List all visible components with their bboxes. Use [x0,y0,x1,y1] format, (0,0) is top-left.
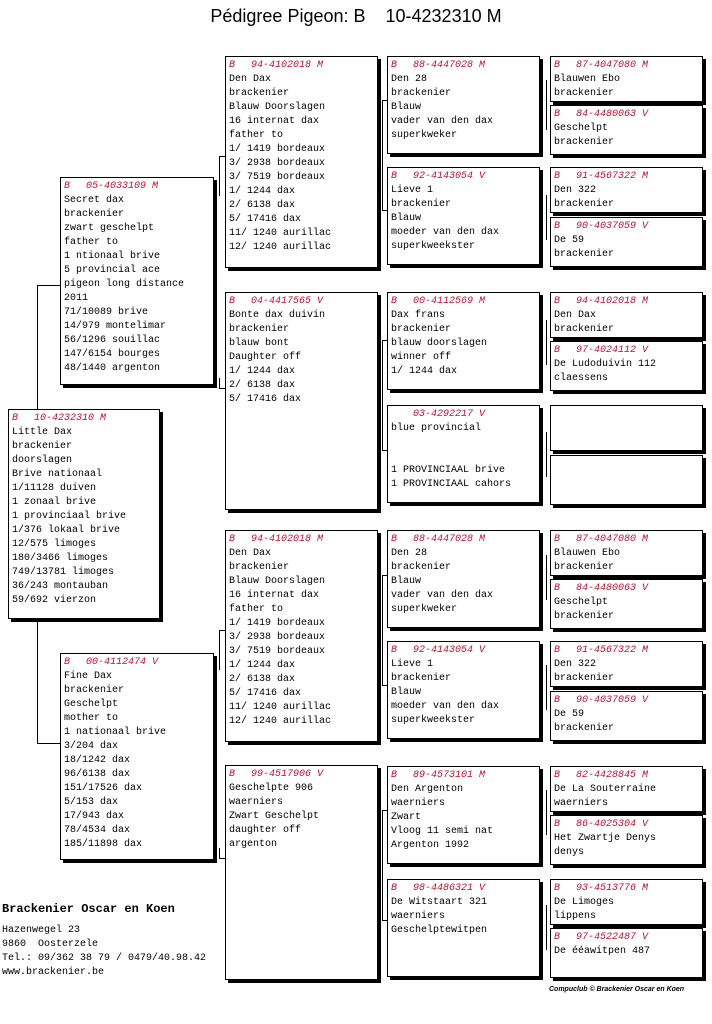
pigeon-info-line: 16 internat dax [229,590,320,601]
pigeon-info-line: pigeon long distance [64,279,185,290]
ring-number: 99-4517906 V [251,769,324,780]
ring-number: 88-4447028 M [413,534,486,545]
pigeon-info-line: brackenier [554,324,615,335]
pigeon-info-line: brackenier [554,199,615,210]
pigeon-info-line: brackenier [391,88,452,99]
pigeon-info-line: Blauw [391,576,422,587]
pigeon-info-line: 5 provincial ace [64,265,161,276]
pigeon-info-line: Lieve 1 [391,659,434,670]
country-code: B [64,657,71,668]
pigeon-info-line: Vloog 11 semi nat [391,826,494,837]
country-code: B [554,171,561,182]
pigeon-header [554,59,699,73]
pigeon-info-line: De La Souterraine [554,784,657,795]
connector [219,848,220,858]
country-code: B [391,883,398,894]
pigeon-info-line: Lieve 1 [391,185,434,196]
pigeon-info-line: superkweekster [391,715,476,726]
pigeon-info-line: mother to [64,713,119,724]
pigeon-info-line: Den Dax [554,310,597,321]
pigeon-info-line: Geschelpte 906 [229,783,314,794]
connector [219,630,220,670]
pigeon-info-line: winner off [391,352,452,363]
pigeon-info-line: 16 internat dax [229,116,320,127]
pigeon-card-dam-sire[interactable] [225,530,378,742]
country-code: B [229,60,236,71]
pigeon-info-line: Blauw [391,687,422,698]
pigeon-info-line: De Limoges [554,897,615,908]
owner-address: Hazenwegel 23 [2,925,81,936]
pigeon-info-line: moeder van den dax [391,227,500,238]
pigeon-card-gen5[interactable] [550,56,703,102]
pigeon-header [554,220,699,234]
pigeon-card-sire-dam-sire[interactable] [387,292,540,390]
pigeon-info-line: 3/ 7519 bordeaux [229,646,326,657]
connector [546,790,547,835]
pigeon-info-line [391,450,536,464]
pigeon-info-line: De 59 [554,235,585,246]
pigeon-info-line: Den 28 [391,548,428,559]
pigeon-info-line: father to [229,130,284,141]
pigeon-info-line: 78/4534 dax [64,825,131,836]
pigeon-info-line: 1/ 1244 dax [391,366,458,377]
pigeon-info-line: 36/243 montauban [12,581,109,592]
page-title: Pédigree Pigeon: B 10-4232310 M [210,6,502,26]
pigeon-info-line: Blauw [391,213,422,224]
pigeon-header [229,533,374,547]
country-code: B [391,296,398,307]
owner-block [2,902,206,980]
pigeon-info-line: 1/ 1244 dax [229,660,296,671]
pigeon-info-line: brackenier [12,441,73,452]
pigeon-info-line: blue provincial [391,423,482,434]
pigeon-header [554,644,699,658]
pigeon-header [391,533,536,547]
pigeon-header [229,295,374,309]
pigeon-header [554,108,699,122]
pigeon-info-line: 11/ 1240 aurillac [229,702,332,713]
pigeon-header [391,170,536,184]
pigeon-info-line: Blauw Doorslagen [229,576,326,587]
pigeon-info-line: Den Dax [229,548,272,559]
connector [546,905,547,950]
pigeon-card-gen5[interactable] [550,105,703,155]
connector [37,743,61,744]
pigeon-info-line: 185/11898 dax [64,839,143,850]
connector [37,285,61,286]
pigeon-info-line: brackenier [391,562,452,573]
pigeon-header [554,694,699,708]
pigeon-info-line: 17/943 dax [64,811,125,822]
pigeon-header [391,769,536,783]
pigeon-card-dam-dam-dam[interactable] [387,879,540,977]
pigeon-card-subject[interactable] [8,409,160,619]
ring-number: 10-4232310 M [34,413,107,424]
country-code: B [554,695,561,706]
pigeon-header [12,412,156,426]
pigeon-info-line: 5/ 17416 dax [229,688,302,699]
pigeon-info-line: moeder van den dax [391,701,500,712]
pigeon-info-line: 1/ 1419 bordeaux [229,618,326,629]
pigeon-info-line: 12/ 1240 aurillac [229,716,332,727]
pigeon-info-line: zwart geschelpt [64,223,155,234]
connector [382,340,383,450]
connector [546,80,547,130]
pigeon-card-dam-dam-sire[interactable] [387,766,540,864]
pigeon-info-line: Daughter off [229,352,302,363]
country-code: B [554,221,561,232]
country-code: B [229,769,236,780]
pigeon-card-gen5[interactable] [550,928,703,978]
ring-number: 98-4486321 V [413,883,486,894]
pigeon-info-line: 1 provinciaal brive [12,511,127,522]
pigeon-header [64,180,210,194]
pigeon-info-line: 14/979 montelimar [64,321,167,332]
pigeon-info-line: 147/6154 bourges [64,349,161,360]
ring-number: 00-4112474 V [86,657,159,668]
pigeon-info-line: Het Zwartje Denys [554,833,657,844]
pigeon-info-line: vader van den dax [391,116,494,127]
pigeon-info-line: brackenier [391,324,452,335]
pigeon-info-line: Blauwen Ebo [554,74,621,85]
pigeon-info-line: Den Argenton [391,784,464,795]
pigeon-info-line: 5/ 17416 dax [229,214,302,225]
pigeon-info-line: brackenier [554,88,615,99]
owner-city: 9860 Oosterzele [2,939,99,950]
pigeon-info-line: brackenier [229,324,290,335]
pigeon-info-line: brackenier [64,685,125,696]
country-code: B [554,583,561,594]
pigeon-info-line: 1 ntionaal brive [64,251,161,262]
ring-number: 04-4417565 V [251,296,324,307]
ring-number: 87-4047080 M [576,534,649,545]
pigeon-card-gen5[interactable] [550,455,703,505]
pigeon-card-gen5[interactable] [550,341,703,391]
pigeon-info-line: Zwart Geschelpt [229,811,320,822]
country-code: B [64,181,71,192]
pigeon-header [554,458,699,472]
pigeon-card-gen5[interactable] [550,879,703,925]
owner-website[interactable]: www.brackenier.be [2,967,105,978]
pigeon-info-line [391,436,536,450]
ring-number: 94-4102018 M [576,296,649,307]
ring-number: 91-4567322 M [576,645,649,656]
pigeon-info-line: blauw bont [229,338,290,349]
pigeon-card-sire-sire[interactable] [225,56,378,268]
pigeon-info-line: brackenier [229,88,290,99]
pigeon-info-line: Blauwen Ebo [554,548,621,559]
pigeon-info-line: 1 zonaal brive [12,497,97,508]
pigeon-info-line: daughter off [229,825,302,836]
pigeon-header [554,533,699,547]
pigeon-card-sire-dam[interactable] [225,292,378,510]
connector [382,810,383,920]
pigeon-info-line: Bonte dax duivin [229,310,326,321]
pigeon-info-line: 1 PROVINCIAAL cahors [391,479,512,490]
ring-number: 82-4428845 M [576,770,649,781]
pigeon-info-line: Little Dax [12,427,73,438]
country-code: B [554,296,561,307]
ring-number: 91-4567322 M [576,171,649,182]
pigeon-info-line: De Ludoduivin 112 [554,359,657,370]
pigeon-card-sire[interactable] [60,177,214,385]
pigeon-info-line: superkweker [391,604,458,615]
pigeon-info-line: 5/153 dax [64,797,119,808]
country-code: B [229,534,236,545]
country-code: B [554,819,561,830]
pigeon-info-line: waerniers [391,911,446,922]
ring-number: 89-4573101 M [413,770,486,781]
pigeon-card-sire-sire-sire[interactable] [387,56,540,154]
pigeon-info-line: brackenier [391,199,452,210]
pigeon-card-gen5[interactable] [550,530,703,576]
pigeon-header [554,818,699,832]
pigeon-info-line: 1 PROVINCIAAL brive [391,465,506,476]
country-code: B [391,60,398,71]
pigeon-info-line: Den 322 [554,659,597,670]
connector [37,621,38,743]
pigeon-info-line: blauw doorslagen [391,338,488,349]
ring-number: 94-4102018 M [251,534,324,545]
pigeon-info-line: lippens [554,911,597,922]
pigeon-info-line: Dax frans [391,310,446,321]
pigeon-card-gen5[interactable] [550,641,703,687]
ring-number: 84-4480063 V [576,583,649,594]
pigeon-info-line: 2/ 6138 dax [229,380,296,391]
ring-number: 87-4047080 M [576,60,649,71]
pigeon-info-line: waerniers [229,797,284,808]
connector [546,432,547,477]
connector [546,195,547,240]
pigeon-header [554,408,699,422]
pigeon-info-line: Secret dax [64,195,125,206]
pigeon-card-gen5[interactable] [550,167,703,213]
country-code: B [391,770,398,781]
pigeon-info-line: superkweekster [391,241,476,252]
country-code: B [554,932,561,943]
pigeon-info-line: 56/1296 souillac [64,335,161,346]
pigeon-info-line: Blauw Doorslagen [229,102,326,113]
pigeon-info-line: 12/ 1240 aurillac [229,242,332,253]
pigeon-info-line: brackenier [391,673,452,684]
pigeon-header [391,644,536,658]
pigeon-info-line: father to [64,237,119,248]
pigeon-header [391,295,536,309]
country-code: B [554,60,561,71]
pigeon-info-line: De ééawitpen 487 [554,946,651,957]
owner-name: Brackenier Oscar en Koen [2,902,175,916]
pigeon-info-line: Brive nationaal [12,469,103,480]
country-code: B [554,645,561,656]
pigeon-info-line: De Witstaart 321 [391,897,488,908]
pigeon-card-gen5[interactable] [550,691,703,741]
pigeon-info-line: 3/ 7519 bordeaux [229,172,326,183]
pigeon-card-dam-sire-dam[interactable] [387,641,540,739]
connector [382,575,383,685]
pigeon-info-line: argenton [229,839,278,850]
pigeon-info-line: Geschelpt [554,597,609,608]
pigeon-info-line: brackenier [554,137,615,148]
pigeon-header [554,344,699,358]
pigeon-card-gen5[interactable] [550,217,703,267]
pigeon-info-line: father to [229,604,284,615]
pigeon-header [229,768,374,782]
connector [219,378,220,388]
pigeon-card-dam-dam[interactable] [225,765,378,980]
pigeon-info-line: 1/376 lokaal brive [12,525,121,536]
pigeon-info-line: De 59 [554,709,585,720]
country-code: B [391,171,398,182]
pigeon-info-line: superkweker [391,130,458,141]
ring-number: 84-4480063 V [576,109,649,120]
pigeon-info-line: 749/13781 limoges [12,567,115,578]
pigeon-header [391,59,536,73]
ring-number: 92-4143054 V [413,171,486,182]
pigeon-info-line: 5/ 17416 dax [229,394,302,405]
ring-number: 90-4037059 V [576,695,649,706]
pigeon-card-gen5[interactable] [550,579,703,629]
pigeon-info-line: brackenier [554,249,615,260]
pigeon-info-line: 2011 [64,293,89,304]
pigeon-info-line: Den 322 [554,185,597,196]
pigeon-info-line: Den Dax [229,74,272,85]
pigeon-info-line: Geschelpt [554,123,609,134]
pigeon-info-line: denys [554,847,585,858]
ring-number: 94-4102018 M [251,60,324,71]
connector [37,285,38,410]
pigeon-card-gen5[interactable] [550,405,703,451]
pigeon-info-line: Den 28 [391,74,428,85]
pigeon-info-line: 11/ 1240 aurillac [229,228,332,239]
ring-number: 05-4033109 M [86,181,159,192]
pigeon-info-line: brackenier [554,611,615,622]
ring-number: 00-4112569 M [413,296,486,307]
pigeon-info-line: Blauw [391,102,422,113]
pigeon-info-line: claessens [554,373,609,384]
pigeon-info-line: 96/6138 dax [64,769,131,780]
pigeon-info-line: 180/3466 limoges [12,553,109,564]
pigeon-card-dam[interactable] [60,653,214,860]
country-code: B [554,109,561,120]
pigeon-info-line: brackenier [229,562,290,573]
country-code: B [391,534,398,545]
pigeon-info-line: 3/ 2938 bordeaux [229,632,326,643]
country-code: B [554,770,561,781]
connector [219,156,220,196]
pigeon-info-line: 2/ 6138 dax [229,200,296,211]
connector [382,100,383,210]
pigeon-info-line: 3/ 2938 bordeaux [229,158,326,169]
pigeon-header [554,882,699,896]
country-code: B [554,345,561,356]
pigeon-info-line: 3/204 dax [64,741,119,752]
pigeon-card-gen5[interactable] [550,766,703,812]
owner-phone: Tel.: 09/362 38 79 / 0479/40.98.42 [2,953,207,964]
connector [546,555,547,600]
pigeon-info-line: 48/1440 argenton [64,363,161,374]
pigeon-info-line: Geschelptewitpen [391,925,488,936]
pigeon-info-line: brackenier [64,209,125,220]
pigeon-info-line: 71/10089 brive [64,307,149,318]
country-code: B [12,413,19,424]
pigeon-info-line: brackenier [554,673,615,684]
pigeon-header [554,295,699,309]
pigeon-info-line: doorslagen [12,455,73,466]
country-code: B [554,534,561,545]
pigeon-header [391,408,536,422]
pigeon-info-line: Zwart [391,812,422,823]
pigeon-info-line: Argenton 1992 [391,840,470,851]
pigeon-header [229,59,374,73]
pigeon-card-sire-sire-dam[interactable] [387,167,540,265]
ring-number: 03-4292217 V [413,409,486,420]
country-code: B [229,296,236,307]
country-code: B [391,645,398,656]
pigeon-card-gen5[interactable] [550,815,703,865]
pigeon-info-line: 59/692 vierzon [12,595,97,606]
pigeon-info-line: 2/ 6138 dax [229,674,296,685]
pigeon-info-line: brackenier [554,723,615,734]
pigeon-info-line: brackenier [554,562,615,573]
pigeon-info-line: 18/1242 dax [64,755,131,766]
footer-credit: Compuclub © Brackenier Oscar en Koen [549,986,685,993]
pigeon-info-line: Geschelpt [64,699,119,710]
pigeon-header [554,931,699,945]
pigeon-header [391,882,536,896]
ring-number: 93-4513776 M [576,883,649,894]
pigeon-info-line: 1/ 1419 bordeaux [229,144,326,155]
pigeon-info-line: waerniers [554,798,609,809]
ring-number: 88-4447028 M [413,60,486,71]
country-code: B [554,883,561,894]
pigeon-info-line: 1/11128 duiven [12,483,97,494]
pigeon-info-line: 1/ 1244 dax [229,366,296,377]
pigeon-info-line: 1/ 1244 dax [229,186,296,197]
pigeon-info-line: vader van den dax [391,590,494,601]
ring-number: 97-4522487 V [576,932,649,943]
pigeon-info-line: 151/17526 dax [64,783,143,794]
pigeon-header [554,582,699,596]
pigeon-header [554,769,699,783]
ring-number: 90-4037059 V [576,221,649,232]
pigeon-info-line: 12/575 limoges [12,539,97,550]
pigeon-header [554,170,699,184]
ring-number: 86-4025304 V [576,819,649,830]
connector [546,320,547,365]
pigeon-card-dam-sire-sire[interactable] [387,530,540,628]
pigeon-info-line: Fine Dax [64,671,113,682]
pigeon-card-sire-dam-dam[interactable] [387,405,540,503]
ring-number: 92-4143054 V [413,645,486,656]
pigeon-info-line: waerniers [391,798,446,809]
pigeon-info-line: 1 nationaal brive [64,727,167,738]
pigeon-card-gen5[interactable] [550,292,703,338]
connector [546,665,547,710]
pigeon-header [64,656,210,670]
ring-number: 97-4024112 V [576,345,649,356]
